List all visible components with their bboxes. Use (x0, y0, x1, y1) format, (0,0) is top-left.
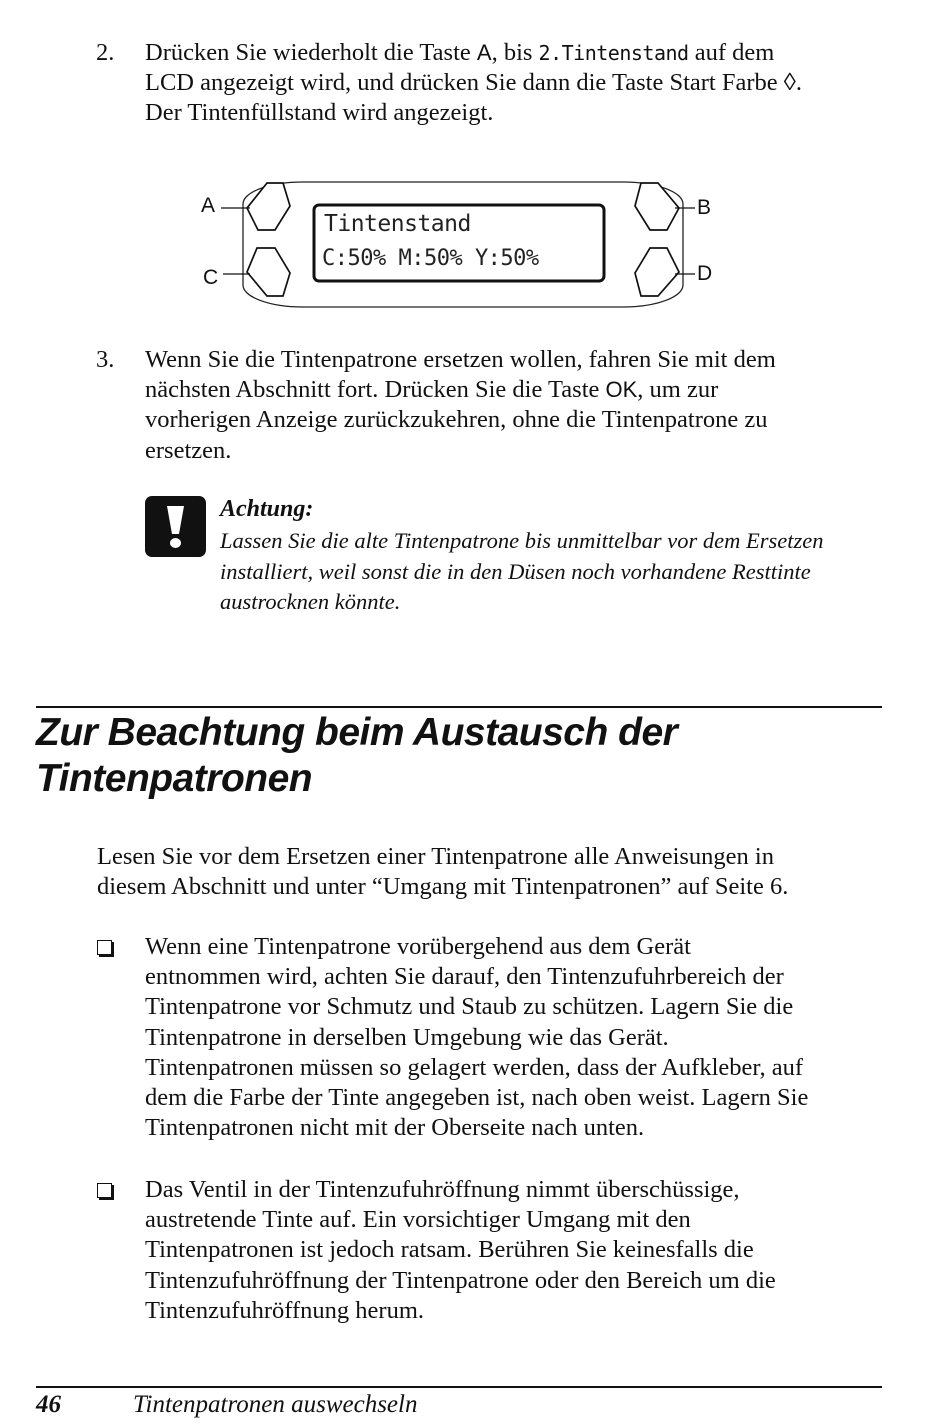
bullet-1-line: dem die Farbe der Tinte angegeben ist, nach oben weist. Lagern Sie (145, 1084, 809, 1112)
lcd-screen-line-1: Tintenstand (324, 211, 471, 237)
label-d: D (697, 262, 713, 285)
lcd-code: 2.Tintenstand (538, 41, 689, 65)
step-2-line-1 (145, 38, 905, 68)
caution-line-2: installiert, weil sonst die in den Düsen noch vorhandene Resttinte (220, 558, 811, 584)
bullet-2-line: Tintenzufuhröffnung herum. (145, 1296, 424, 1324)
caution-line-3: austrocknen könnte. (220, 589, 401, 614)
label-a: A (201, 194, 216, 217)
step-3-text-a: nächsten Abschnitt fort. Drücken Sie die Taste (145, 376, 606, 404)
section-heading (36, 710, 896, 802)
section-intro (97, 842, 917, 902)
intro-line-1: Lesen Sie vor dem Ersetzen einer Tintenpatrone alle Anweisungen in (97, 843, 774, 870)
bullet-2-line: Tintenpatronen ist jedoch ratsam. Berühren Sie keinesfalls die (145, 1236, 754, 1264)
step-3-line-1: Wenn Sie die Tintenpatrone ersetzen wollen, fahren Sie mit dem (145, 346, 776, 373)
bullet-2-line: Tintenzufuhröffnung der Tintenpatrone oder den Bereich um die (145, 1266, 776, 1294)
step-2-text (145, 38, 905, 129)
label-b: B (697, 196, 712, 219)
step-3-line-2 (145, 375, 905, 405)
step-2-text-a: Drücken Sie wiederholt die Taste (145, 39, 477, 66)
step-3-number: 3. (96, 346, 115, 373)
bullet-2-line: austretende Tinte auf. Ein vorsichtiger Umgang mit den (145, 1206, 691, 1234)
lcd-panel-figure (195, 170, 730, 315)
bullet-1-line: Tintenpatronen nicht mit der Oberseite nach unten. (145, 1114, 645, 1142)
lcd-panel-drawing (195, 170, 730, 315)
section-heading-line-2: Tintenpatronen (36, 757, 313, 800)
step-3-line-3: vorherigen Anzeige zurückzukehren, ohne die Tintenpatrone zu (145, 406, 768, 434)
step-2-line-3: Der Tintenfüllstand wird angezeigt. (145, 99, 494, 127)
step-2-text-b: , bis (491, 39, 539, 66)
key-ok-label: OK (605, 377, 638, 403)
lcd-screen-line-2: C:50% M:50% Y:50% (322, 246, 539, 271)
key-a-label: A (476, 40, 492, 65)
bullet-1-line: Tintenpatrone in derselben Umgebung wie das Gerät. (145, 1023, 669, 1051)
step-3-text-b: , um zur (637, 376, 719, 404)
intro-line-2: diesem Abschnitt und unter “Umgang mit Tintenpatronen” auf Seite 6. (97, 873, 789, 901)
step-3-text (145, 345, 905, 466)
step-3-line-4: ersetzen. (145, 436, 232, 464)
bullet-item-1 (145, 932, 905, 1143)
section-heading-line-1: Zur Beachtung beim Austausch der (36, 711, 678, 754)
step-2-number: 2. (96, 39, 115, 66)
label-c: C (203, 266, 219, 289)
bullet-item-2 (145, 1175, 905, 1326)
section-rule (36, 706, 882, 708)
caution-text (220, 526, 910, 618)
checkbox-bullet-icon (97, 940, 112, 955)
step-2-line-2: LCD angezeigt wird, und drücken Sie dann die Taste Start Farbe ◊. (145, 69, 802, 97)
footer-page-number: 46 (36, 1391, 61, 1418)
bullet-1-line: Tintenpatrone vor Schmutz und Staub zu schützen. Lagern Sie die (145, 993, 794, 1021)
step-2-text-c: auf dem (688, 39, 775, 66)
exclamation-icon (145, 496, 206, 557)
checkbox-bullet-icon (97, 1183, 112, 1198)
footer-chapter-title: Tintenpatronen auswechseln (133, 1391, 418, 1418)
caution-title: Achtung: (220, 496, 314, 522)
footer-rule (36, 1386, 882, 1388)
bullet-1-line: Wenn eine Tintenpatrone vorübergehend aus dem Gerät (145, 933, 691, 960)
bullet-2-line: Das Ventil in der Tintenzufuhröffnung nimmt überschüssige, (145, 1176, 740, 1203)
caution-line-1: Lassen Sie die alte Tintenpatrone bis unmittelbar vor dem Ersetzen (220, 528, 824, 553)
bullet-1-line: Tintenpatronen müssen so gelagert werden, dass der Aufkleber, auf (145, 1053, 804, 1081)
bullet-1-line: entnommen wird, achten Sie darauf, den Tintenzufuhrbereich der (145, 963, 784, 991)
